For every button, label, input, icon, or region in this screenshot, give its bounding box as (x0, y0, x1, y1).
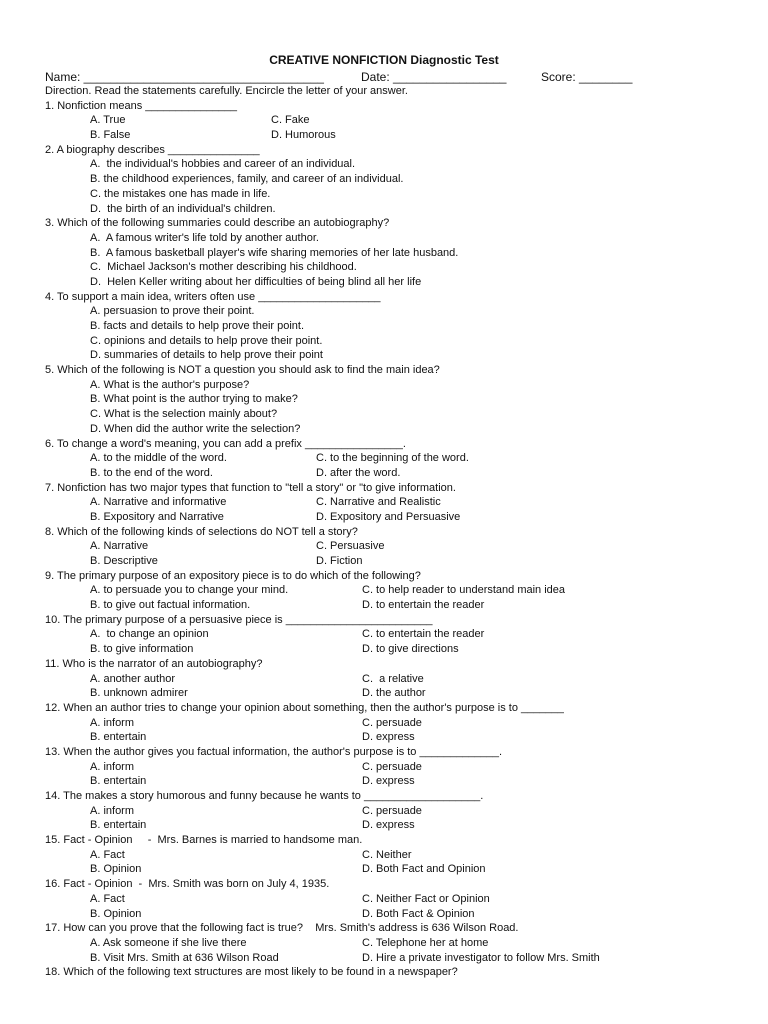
answer-row (45, 554, 760, 569)
answer-option[interactable]: A. to change an opinion (90, 628, 209, 641)
answer-option[interactable]: B. the childhood experiences, family, and career of an individual. (90, 173, 404, 186)
question-text: 18. Which of the following text structures are most likely to be found in a newspaper? (45, 966, 458, 979)
answer-option[interactable]: B. facts and details to help prove their point. (90, 320, 305, 332)
question-text: 17. How can you prove that the following fact is true? Mrs. Smith's address is 636 Wilson Road. (45, 922, 519, 935)
answer-row (45, 466, 760, 481)
answer-option[interactable]: C. persuade (362, 760, 422, 773)
answer-option[interactable]: D. after the word. (316, 466, 401, 479)
question-text: 2. A biography describes _______________ (45, 143, 260, 156)
question-text: 4. To support a main idea, writers often use ____________________ (45, 290, 381, 303)
answer-row (45, 774, 760, 789)
answer-option[interactable]: A. inform (90, 716, 135, 729)
question-text: 12. When an author tries to change your opinion about something, then the author's purpose is to _______ (45, 701, 564, 714)
answer-option[interactable]: D. Fiction (316, 555, 363, 567)
answer-option[interactable]: C. Neither Fact or Opinion (362, 892, 490, 905)
answer-option[interactable]: D. to give directions (362, 643, 459, 656)
answer-row (45, 642, 760, 657)
question-text: 10. The primary purpose of a persuasive piece is ________________________ (45, 613, 433, 626)
answer-option[interactable]: D. Helen Keller writing about her difficulties of being blind all her life (90, 275, 422, 288)
answer-option[interactable]: C. Narrative and Realistic (316, 496, 441, 509)
answer-row (45, 804, 760, 819)
answer-option[interactable]: A. Ask someone if she live there (90, 936, 247, 949)
answer-option[interactable]: A. Fact (90, 848, 125, 861)
answer-option[interactable]: A. A famous writer's life told by another author. (90, 231, 319, 244)
answer-row (45, 672, 760, 687)
question-text: 9. The primary purpose of an expository piece is to do which of the following? (45, 569, 421, 582)
question-text: 15. Fact - Opinion - Mrs. Barnes is married to handsome man. (45, 834, 363, 847)
answer-option[interactable]: B. entertain (90, 819, 147, 832)
answer-option[interactable]: A. the individual's hobbies and career of an individual. (90, 158, 356, 171)
answer-option[interactable]: B. Opinion (90, 863, 142, 876)
date-field[interactable]: Date: _________________ (361, 70, 507, 84)
answer-option[interactable]: D. Both Fact & Opinion (362, 907, 475, 920)
answer-option[interactable]: A. persuasion to prove their point. (90, 305, 255, 318)
answer-option[interactable]: C. to help reader to understand main idea (362, 584, 566, 597)
answer-option[interactable]: C. opinions and details to help prove their point. (90, 334, 323, 347)
answer-option[interactable]: D. Hire a private investigator to follow Mrs. Smith (362, 951, 600, 964)
answer-option[interactable]: C. Persuasive (316, 540, 385, 553)
answer-row (45, 818, 760, 833)
header-fields (45, 69, 745, 85)
question-text: 3. Which of the following summaries could describe an autobiography? (45, 217, 390, 230)
answer-option[interactable]: D. express (362, 731, 415, 744)
answer-option[interactable]: A. another author (90, 672, 176, 685)
answer-option[interactable]: C. persuade (362, 716, 422, 729)
answer-option[interactable]: D. summaries of details to help prove their point (90, 349, 323, 362)
answer-option[interactable]: D. the author (362, 687, 426, 700)
answer-row (45, 113, 760, 128)
answer-option[interactable]: D. Humorous (271, 129, 336, 142)
answer-option[interactable]: B. Descriptive (90, 555, 158, 567)
answer-option[interactable]: B. What point is the author trying to make? (90, 393, 298, 406)
answer-row (45, 495, 760, 510)
answer-row (45, 539, 760, 554)
answer-row (45, 686, 760, 701)
answer-option[interactable]: C. Fake (271, 114, 310, 127)
direction-text: Direction. Read the statements carefully. Encircle the letter of your answer. (45, 85, 408, 97)
answer-option[interactable]: A. Fact (90, 892, 125, 905)
question-text: 13. When the author gives you factual information, the author's purpose is to _____________. (45, 745, 503, 758)
answer-row (45, 760, 760, 775)
answer-option[interactable]: D. When did the author write the selection? (90, 422, 301, 435)
answer-option[interactable]: C. to entertain the reader (362, 628, 485, 641)
answer-row (45, 451, 760, 466)
answer-row (45, 907, 760, 922)
answer-row (45, 627, 760, 642)
question-text: 14. The makes a story humorous and funny because he wants to ___________________. (45, 790, 484, 802)
answer-option[interactable]: D. Both Fact and Opinion (362, 863, 486, 876)
answer-option[interactable]: C. a relative (362, 672, 424, 685)
answer-option[interactable]: A. to persuade you to change your mind. (90, 584, 289, 597)
answer-option[interactable]: C. the mistakes one has made in life. (90, 187, 271, 200)
answer-row (45, 862, 760, 877)
answer-option[interactable]: B. entertain (90, 731, 147, 744)
answer-option[interactable]: A. inform (90, 804, 135, 817)
answer-option[interactable]: C. What is the selection mainly about? (90, 408, 278, 421)
answer-option[interactable]: D. express (362, 819, 415, 832)
question-list (45, 84, 760, 980)
answer-option[interactable]: C. persuade (362, 804, 422, 817)
answer-row (45, 848, 760, 863)
answer-option[interactable]: C. Michael Jackson's mother describing his childhood. (90, 261, 357, 274)
answer-option[interactable]: D. Expository and Persuasive (316, 510, 461, 523)
answer-row (45, 716, 760, 731)
answer-row (45, 128, 760, 143)
answer-row (45, 510, 760, 525)
answer-option[interactable]: D. express (362, 775, 415, 788)
question-text: 5. Which of the following is NOT a question you should ask to find the main idea? (45, 364, 440, 377)
question-text: 7. Nonfiction has two major types that function to "tell a story" or "to give information. (45, 481, 456, 494)
answer-option[interactable]: A. to the middle of the word. (90, 452, 227, 465)
answer-row (45, 583, 760, 598)
answer-option[interactable]: A. Narrative (90, 540, 149, 553)
answer-option[interactable]: A. True (90, 114, 126, 127)
answer-row (45, 892, 760, 907)
answer-option[interactable]: B. A famous basketball player's wife sharing memories of her late husband. (90, 246, 459, 259)
answer-option[interactable]: B. unknown admirer (90, 687, 188, 700)
question-text: 6. To change a word's meaning, you can add a prefix ________________. (45, 437, 406, 450)
answer-option[interactable]: C. Telephone her at home (362, 936, 489, 949)
answer-option[interactable]: B. Opinion (90, 907, 142, 920)
question-text: 1. Nonfiction means _______________ (45, 99, 238, 112)
answer-option[interactable]: D. the birth of an individual's children. (90, 202, 276, 215)
name-field[interactable]: Name: ____________________________________ (45, 70, 324, 84)
answer-row (45, 598, 760, 613)
answer-option[interactable]: B. entertain (90, 775, 147, 788)
answer-option[interactable]: B. Expository and Narrative (90, 510, 224, 523)
score-field[interactable]: Score: ________ (541, 70, 633, 84)
answer-option[interactable]: B. False (90, 129, 131, 142)
page-title: CREATIVE NONFICTION Diagnostic Test (269, 53, 499, 67)
answer-row (45, 936, 760, 951)
answer-row (45, 730, 760, 745)
answer-option[interactable]: D. to entertain the reader (362, 599, 485, 612)
answer-option[interactable]: C. Neither (362, 848, 412, 861)
answer-option[interactable]: B. Visit Mrs. Smith at 636 Wilson Road (90, 951, 279, 964)
answer-option[interactable]: A. inform (90, 760, 135, 773)
answer-option[interactable]: B. to give information (90, 643, 194, 656)
question-text: 8. Which of the following kinds of selections do NOT tell a story? (45, 525, 358, 538)
question-text: 11. Who is the narrator of an autobiography? (45, 657, 263, 670)
question-text: 16. Fact - Opinion - Mrs. Smith was born on July 4, 1935. (45, 878, 330, 891)
answer-option[interactable]: B. to the end of the word. (90, 466, 213, 479)
answer-option[interactable]: B. to give out factual information. (90, 599, 251, 612)
answer-option[interactable]: C. to the beginning of the word. (316, 452, 469, 465)
answer-row (45, 951, 760, 966)
answer-option[interactable]: A. Narrative and informative (90, 496, 227, 509)
answer-option[interactable]: A. What is the author's purpose? (90, 378, 250, 391)
